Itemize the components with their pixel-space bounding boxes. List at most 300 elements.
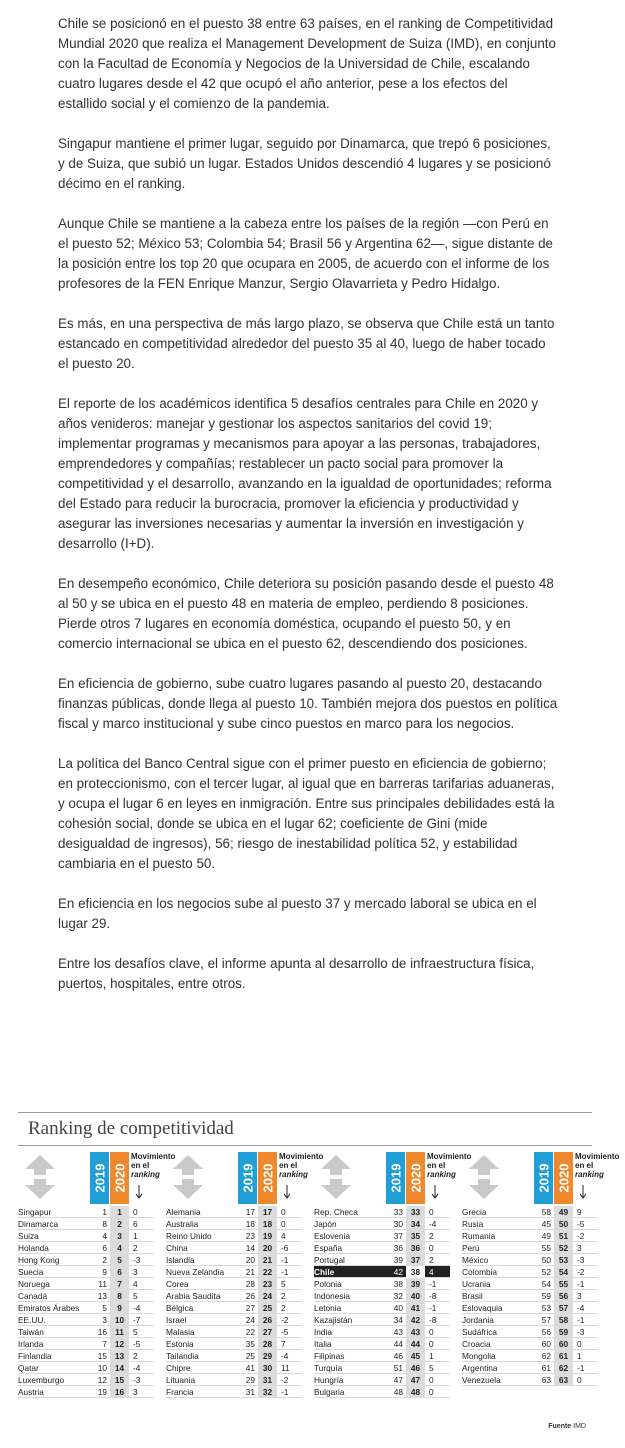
figure-title: Ranking de competitividad [28, 1118, 234, 1139]
country-name: Mongolia [462, 1351, 496, 1361]
rank-2019: 51 [393, 1363, 403, 1373]
rank-2020: 41 [406, 1302, 425, 1314]
rank-movement: -4 [429, 1219, 437, 1229]
movement-label-3: ranking [279, 1170, 308, 1179]
article-paragraph: En desempeño económico, Chile deteriora su posición pasando desde el puesto 48 al 50 y se ubica en el puesto 48 en materia de empleo, perdiendo 8 posiciones. Pierde otros 7 lugares en economía doméstica, ocupando el puesto 50, y en comercio internacional se ubica en el puesto 62, descendiendo dos posiciones. [58, 576, 554, 651]
movement-label-3: ranking [131, 1170, 160, 1179]
rank-2020: 50 [554, 1218, 573, 1230]
rank-2020: 25 [258, 1302, 277, 1314]
country-name: Hungría [314, 1375, 344, 1385]
country-name: Chile [314, 1267, 335, 1277]
year-2020-header [406, 1152, 425, 1204]
rank-2019: 7 [102, 1339, 107, 1349]
rank-movement: -1 [429, 1303, 437, 1313]
country-name: Singapur [18, 1207, 52, 1217]
rank-2019: 21 [245, 1267, 255, 1277]
rank-2020: 11 [110, 1326, 129, 1338]
rank-2019: 16 [97, 1327, 107, 1337]
movement-label-3: ranking [427, 1170, 456, 1179]
rank-2019: 29 [245, 1375, 255, 1385]
rank-2020: 35 [406, 1230, 425, 1242]
ranking-row [18, 1254, 154, 1266]
ranking-row [18, 1386, 154, 1398]
country-name: Jordania [462, 1315, 494, 1325]
ranking-row [462, 1362, 598, 1374]
ranking-row [314, 1362, 450, 1374]
ranking-row [18, 1266, 154, 1278]
rank-movement: -2 [281, 1315, 289, 1325]
rank-2019: 2 [102, 1255, 107, 1265]
country-name: Rusia [462, 1219, 484, 1229]
rank-2019: 14 [245, 1243, 255, 1253]
ranking-row [18, 1350, 154, 1362]
ranking-row [314, 1326, 450, 1338]
ranking-row [314, 1290, 450, 1302]
rank-2020: 12 [110, 1338, 129, 1350]
ranking-figure [18, 1112, 620, 1438]
country-name: Corea [166, 1279, 189, 1289]
rank-movement: 11 [281, 1363, 290, 1373]
article-paragraph: En eficiencia en los negocios sube al puesto 37 y mercado laboral se ubica en el lugar 29. [58, 896, 537, 931]
article-paragraph: El reporte de los académicos identifica 5 desafíos centrales para Chile en 2020 y años venideros: manejar y gestionar los aspectos sanitarios del covid 19; implementar programas y mecanismos para apoyar a las personas, trabajadores, emprendedores y compañías; restablecer un pacto social para promover la competitividad y el desarrollo, avanzando en la igualdad de oportunidades; reforma del Estado para reducir la burocracia, promover la eficiencia y productividad y asegurar las inversiones necesarias y aumentar la inversión en investigación y desarrollo (I+D). [58, 396, 552, 551]
article-paragraph: Aunque Chile se mantiene a la cabeza entre los países de la región —con Perú en el puesto 52; México 53; Colombia 54; Brasil 56 y Argentina 62—, sigue distante de la posición entre los top 20 que ocupara en 2005, de acuerdo con el informe de los profesores de la FEN Enrique Manzur, Sergio Olavarrieta y Pedro Hidalgo. [58, 216, 554, 291]
ranking-row [166, 1290, 302, 1302]
rank-2019: 6 [102, 1243, 107, 1253]
ranking-row [314, 1206, 450, 1218]
rank-2020: 19 [258, 1230, 277, 1242]
ranking-row [18, 1278, 154, 1290]
up-down-arrows-icon [466, 1154, 502, 1200]
rank-2019: 15 [97, 1351, 107, 1361]
rank-movement: -4 [577, 1303, 585, 1313]
rank-movement: 6 [133, 1219, 138, 1229]
rank-movement: 1 [133, 1231, 138, 1241]
rank-2019: 22 [245, 1327, 255, 1337]
country-name: Tailandia [166, 1351, 199, 1361]
rank-movement: -3 [577, 1327, 585, 1337]
country-name: Taiwán [18, 1327, 44, 1337]
country-name: España [314, 1243, 343, 1253]
ranking-rows [18, 1206, 154, 1398]
rank-movement: 0 [429, 1327, 434, 1337]
rank-2019: 26 [245, 1291, 255, 1301]
rank-2020: 2 [110, 1218, 129, 1230]
year-2020-label: 2020 [408, 1163, 423, 1193]
rank-2020: 32 [258, 1386, 277, 1398]
rank-2019: 23 [245, 1231, 255, 1241]
rank-2019: 43 [393, 1327, 403, 1337]
country-name: Japón [314, 1219, 337, 1229]
rank-movement: 0 [429, 1339, 434, 1349]
rank-2019: 41 [245, 1363, 255, 1373]
ranking-row [18, 1362, 154, 1374]
country-name: Venezuela [462, 1375, 501, 1385]
up-down-arrows-icon [170, 1154, 206, 1200]
rank-movement: 0 [577, 1339, 582, 1349]
country-name: Arabia Saudita [166, 1291, 221, 1301]
rank-movement: -1 [429, 1279, 437, 1289]
rank-movement: 0 [281, 1219, 286, 1229]
country-name: Turquía [314, 1363, 343, 1373]
rank-movement: 1 [577, 1351, 582, 1361]
rank-2020: 16 [110, 1386, 129, 1398]
country-name: Hong Kong [18, 1255, 60, 1265]
country-name: Dinamarca [18, 1219, 59, 1229]
country-name: EE.UU. [18, 1315, 46, 1325]
country-name: Ucrania [462, 1279, 491, 1289]
rank-2020: 14 [110, 1362, 129, 1374]
year-2020-label: 2020 [556, 1163, 571, 1193]
rank-2019: 9 [102, 1267, 107, 1277]
country-name: India [314, 1327, 332, 1337]
rank-movement: -5 [281, 1327, 289, 1337]
ranking-row [314, 1278, 450, 1290]
country-name: Bulgaria [314, 1387, 345, 1397]
rank-movement: 5 [133, 1291, 138, 1301]
rank-movement: 3 [577, 1291, 582, 1301]
up-down-arrows-icon [318, 1154, 354, 1200]
up-down-arrows-icon [22, 1154, 58, 1200]
country-name: Australia [166, 1219, 199, 1229]
rank-2019: 39 [393, 1255, 403, 1265]
rank-movement: 5 [429, 1363, 434, 1373]
rank-2019: 35 [245, 1339, 255, 1349]
rank-2020: 53 [554, 1254, 573, 1266]
rank-movement: 0 [133, 1207, 138, 1217]
country-name: Indonesia [314, 1291, 350, 1301]
country-name: Croacia [462, 1339, 491, 1349]
country-name: Noruega [18, 1279, 50, 1289]
ranking-row [18, 1290, 154, 1302]
ranking-rows [462, 1206, 598, 1386]
rank-2020: 55 [554, 1278, 573, 1290]
ranking-row [314, 1350, 450, 1362]
rank-movement: -6 [281, 1243, 289, 1253]
movement-label-2: en el [427, 1161, 446, 1170]
country-name: Kazajistán [314, 1315, 353, 1325]
rank-2019: 52 [541, 1267, 551, 1277]
ranking-row [314, 1230, 450, 1242]
rank-movement: 2 [281, 1303, 286, 1313]
rank-movement: 2 [429, 1231, 434, 1241]
rank-movement: -3 [133, 1375, 141, 1385]
country-name: Suecia [18, 1267, 44, 1277]
rank-movement: 1 [429, 1351, 434, 1361]
rank-2020: 17 [258, 1206, 277, 1218]
rank-2019: 3 [102, 1315, 107, 1325]
ranking-row [462, 1290, 598, 1302]
country-name: Bélgica [166, 1303, 194, 1313]
rank-2019: 58 [541, 1207, 551, 1217]
rank-movement: -8 [429, 1291, 437, 1301]
rank-2019: 54 [541, 1279, 551, 1289]
down-arrow-icon [134, 1185, 144, 1199]
ranking-row [314, 1374, 450, 1386]
rank-2019: 1 [102, 1207, 107, 1217]
rank-2020: 28 [258, 1338, 277, 1350]
ranking-row [166, 1266, 302, 1278]
country-name: Colombia [462, 1267, 498, 1277]
country-name: Eslovaquia [462, 1303, 503, 1313]
movement-label-2: en el [131, 1161, 150, 1170]
ranking-row [166, 1230, 302, 1242]
ranking-column-header [314, 1152, 472, 1206]
ranking-row [166, 1254, 302, 1266]
rank-2019: 59 [541, 1291, 551, 1301]
rank-2020: 34 [406, 1218, 425, 1230]
country-name: Grecia [462, 1207, 487, 1217]
rank-movement: 2 [429, 1255, 434, 1265]
rank-2019: 48 [393, 1387, 403, 1397]
country-name: Finlandia [18, 1351, 52, 1361]
ranking-row [314, 1254, 450, 1266]
article-paragraph: La política del Banco Central sigue con el primer puesto en eficiencia de gobierno; en proteccionismo, con el tercer lugar, al igual que en barreras tarifarias aduaneras, y ocupa el lugar 6 en leyes en inmigración. Entre sus principales debilidades está la cohesión social, donde se ubica en el lugar 62; coeficiente de Gini (mide desigualdad de ingresos), 56; riesgo de inestabilidad política 52, y estabilidad cambiaria en el puesto 50. [58, 756, 555, 871]
rank-2020: 29 [258, 1350, 277, 1362]
year-2020-header [258, 1152, 277, 1204]
rank-2020: 5 [110, 1254, 129, 1266]
ranking-row [18, 1338, 154, 1350]
ranking-row [462, 1338, 598, 1350]
rank-2020: 36 [406, 1242, 425, 1254]
ranking-row [166, 1350, 302, 1362]
rank-2020: 45 [406, 1350, 425, 1362]
movement-header [575, 1152, 625, 1179]
rank-2019: 38 [393, 1279, 403, 1289]
ranking-row [462, 1278, 598, 1290]
movement-label: Movimiento [575, 1152, 620, 1161]
rank-movement: 3 [577, 1243, 582, 1253]
rank-2020: 27 [258, 1326, 277, 1338]
article-paragraph: Chile se posicionó en el puesto 38 entre 63 países, en el ranking de Competitividad Mundial 2020 que realiza el Management Development de Suiza (IMD), en conjunto con la Facultad de Economía y Negocios de la Universidad de Chile, escalando cuatro lugares desde el 42 que ocupó el año anterior, pese a los efectos del estallido social y el comienzo de la pandemia. [58, 16, 556, 111]
figure-title-rule [18, 1145, 592, 1146]
ranking-column [18, 1152, 176, 1398]
rank-movement: -4 [133, 1363, 141, 1373]
country-name: Sudáfrica [462, 1327, 498, 1337]
ranking-row [166, 1218, 302, 1230]
rank-movement: -4 [281, 1351, 289, 1361]
movement-label: Movimiento [427, 1152, 472, 1161]
rank-2020: 24 [258, 1290, 277, 1302]
country-name: Nueva Zelandia [166, 1267, 225, 1277]
rank-2019: 8 [102, 1219, 107, 1229]
country-name: Brasil [462, 1291, 483, 1301]
rank-2020: 47 [406, 1374, 425, 1386]
ranking-row [166, 1206, 302, 1218]
year-2019-header [90, 1152, 109, 1204]
rank-movement: -1 [577, 1363, 585, 1373]
year-2020-label: 2020 [260, 1163, 275, 1193]
rank-2020: 22 [258, 1266, 277, 1278]
ranking-column [462, 1152, 620, 1386]
country-name: Luxemburgo [18, 1375, 65, 1385]
country-name: Estonia [166, 1339, 194, 1349]
rank-2020: 51 [554, 1230, 573, 1242]
rank-movement: -1 [281, 1387, 289, 1397]
ranking-column-header [18, 1152, 176, 1206]
rank-2019: 18 [245, 1219, 255, 1229]
ranking-row [462, 1350, 598, 1362]
rank-movement: 9 [577, 1207, 582, 1217]
rank-2019: 25 [245, 1351, 255, 1361]
rank-2020: 42 [406, 1314, 425, 1326]
rank-movement: -1 [577, 1279, 585, 1289]
rank-2019: 24 [245, 1315, 255, 1325]
ranking-row [462, 1326, 598, 1338]
rank-2020: 15 [110, 1374, 129, 1386]
rank-2019: 13 [97, 1291, 107, 1301]
rank-movement: -2 [577, 1267, 585, 1277]
country-name: Malasia [166, 1327, 195, 1337]
ranking-row [314, 1338, 450, 1350]
rank-2019: 28 [245, 1279, 255, 1289]
country-name: Perú [462, 1243, 480, 1253]
movement-label-3: ranking [575, 1170, 604, 1179]
source-label: Fuente [548, 1423, 572, 1430]
movement-label-2: en el [575, 1161, 594, 1170]
country-name: Eslovenia [314, 1231, 350, 1241]
ranking-row [18, 1374, 154, 1386]
rank-2020: 8 [110, 1290, 129, 1302]
rank-movement: 5 [281, 1279, 286, 1289]
ranking-row [166, 1374, 302, 1386]
ranking-row-highlighted [314, 1266, 450, 1278]
rank-movement: 4 [133, 1279, 138, 1289]
movement-label-2: en el [279, 1161, 298, 1170]
rank-2019: 33 [393, 1207, 403, 1217]
year-2019-label: 2019 [536, 1163, 551, 1193]
ranking-row [462, 1242, 598, 1254]
rank-2019: 46 [393, 1351, 403, 1361]
ranking-row [166, 1278, 302, 1290]
year-2020-label: 2020 [112, 1163, 127, 1193]
ranking-row [18, 1230, 154, 1242]
rank-2020: 18 [258, 1218, 277, 1230]
rank-movement: 5 [133, 1327, 138, 1337]
country-name: Letonia [314, 1303, 342, 1313]
country-name: Argentina [462, 1363, 498, 1373]
country-name: Israel [166, 1315, 187, 1325]
rank-movement: -2 [281, 1375, 289, 1385]
rank-2019: 44 [393, 1339, 403, 1349]
rank-2019: 19 [97, 1387, 107, 1397]
rank-2019: 11 [98, 1279, 107, 1289]
country-name: Francia [166, 1387, 194, 1397]
rank-movement: -1 [577, 1315, 585, 1325]
rank-2020: 46 [406, 1362, 425, 1374]
ranking-row [314, 1386, 450, 1398]
country-name: Emiratos Árabes [18, 1303, 80, 1313]
rank-movement: 0 [429, 1243, 434, 1253]
rank-movement: 2 [133, 1351, 138, 1361]
country-name: Rep. Checa [314, 1207, 358, 1217]
rank-2020: 39 [406, 1278, 425, 1290]
rank-movement: 2 [281, 1291, 286, 1301]
down-arrow-icon [578, 1185, 588, 1199]
ranking-row [462, 1302, 598, 1314]
country-name: Chipre [166, 1363, 191, 1373]
ranking-row [314, 1218, 450, 1230]
country-name: Alemania [166, 1207, 201, 1217]
rank-2020: 37 [406, 1254, 425, 1266]
year-2019-header [386, 1152, 405, 1204]
year-2019-header [238, 1152, 257, 1204]
rank-movement: -7 [133, 1315, 141, 1325]
rank-movement: -1 [281, 1267, 289, 1277]
year-2020-header [110, 1152, 129, 1204]
ranking-row [18, 1326, 154, 1338]
rank-2020: 62 [554, 1362, 573, 1374]
rank-2020: 26 [258, 1314, 277, 1326]
rank-movement: -4 [133, 1303, 141, 1313]
rank-movement: 0 [281, 1207, 286, 1217]
country-name: Holanda [18, 1243, 49, 1253]
rank-2019: 36 [393, 1243, 403, 1253]
ranking-row [462, 1374, 598, 1386]
rank-2019: 12 [97, 1375, 107, 1385]
rank-2019: 34 [393, 1315, 403, 1325]
rank-2019: 27 [245, 1303, 255, 1313]
ranking-row [166, 1362, 302, 1374]
country-name: Polonia [314, 1279, 342, 1289]
rank-movement: -8 [429, 1315, 437, 1325]
year-2020-header [554, 1152, 573, 1204]
rank-2020: 33 [406, 1206, 425, 1218]
rank-movement: -3 [577, 1255, 585, 1265]
rank-2020: 48 [406, 1386, 425, 1398]
rank-2019: 45 [541, 1219, 551, 1229]
rank-2019: 61 [541, 1363, 551, 1373]
rank-movement: 3 [133, 1267, 138, 1277]
rank-2019: 53 [541, 1303, 551, 1313]
rank-2019: 10 [97, 1363, 107, 1373]
rank-2020: 20 [258, 1242, 277, 1254]
rank-movement: 2 [133, 1243, 138, 1253]
rank-2020: 6 [110, 1266, 129, 1278]
rank-movement: 4 [281, 1231, 286, 1241]
source-value: IMD [573, 1423, 586, 1430]
ranking-column-header [462, 1152, 620, 1206]
rank-2019: 57 [541, 1315, 551, 1325]
rank-2020: 10 [110, 1314, 129, 1326]
rank-movement: 0 [429, 1375, 434, 1385]
rank-2020: 63 [554, 1374, 573, 1386]
ranking-row [314, 1314, 450, 1326]
rank-2020: 59 [554, 1326, 573, 1338]
ranking-row [166, 1242, 302, 1254]
rank-2019: 5 [102, 1303, 107, 1313]
rank-2019: 32 [393, 1291, 403, 1301]
country-name: Canadá [18, 1291, 48, 1301]
rank-2019: 17 [245, 1207, 255, 1217]
rank-2020: 31 [258, 1374, 277, 1386]
rank-2020: 56 [554, 1290, 573, 1302]
country-name: Islandia [166, 1255, 195, 1265]
rank-2020: 30 [258, 1362, 277, 1374]
year-2019-label: 2019 [92, 1163, 107, 1193]
rank-2019: 47 [393, 1375, 403, 1385]
source-note [548, 1423, 586, 1430]
rank-movement: -3 [133, 1255, 141, 1265]
rank-2020: 21 [258, 1254, 277, 1266]
ranking-rows [314, 1206, 450, 1398]
article-body [58, 14, 558, 1014]
year-2019-label: 2019 [240, 1163, 255, 1193]
country-name: Reino Unido [166, 1231, 212, 1241]
rank-2020: 7 [110, 1278, 129, 1290]
article-paragraph: En eficiencia de gobierno, sube cuatro lugares pasando al puesto 20, destacando finanzas públicas, donde llega al puesto 10. También mejora dos puestos en política fiscal y marco institucional y sube cinco puestos en marco para los negocios. [58, 676, 558, 731]
ranking-row [166, 1326, 302, 1338]
country-name: Lituania [166, 1375, 196, 1385]
